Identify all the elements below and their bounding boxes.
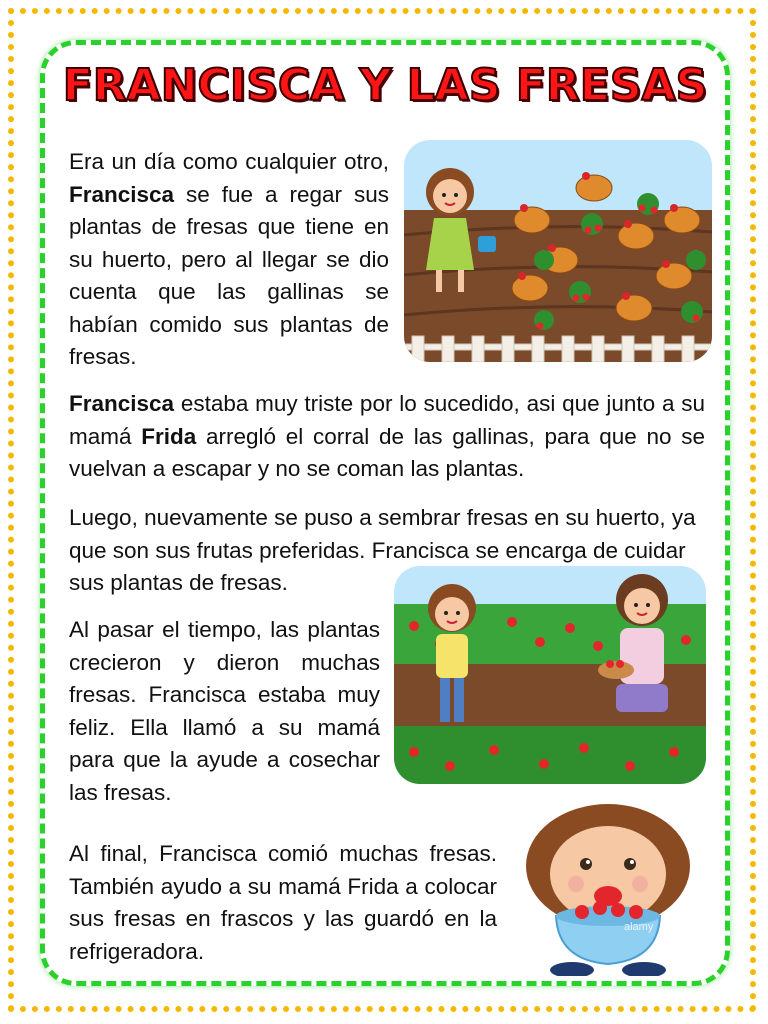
- harvest-svg: [394, 566, 706, 784]
- p1-text-1: Era un día como cualquier otro,: [69, 149, 389, 174]
- alamy-watermark: alamy: [624, 921, 654, 933]
- harvest-illustration: [394, 566, 706, 784]
- p4-text: Al pasar el tiempo, las plantas crecieron y dieron muchas fresas. Francisca estaba muy feliz. Ella llamó a su mamá para que la ayude a cosechar las fresas.: [69, 617, 380, 805]
- p2-bold-francisca: Francisca: [69, 391, 175, 416]
- story-title: FRANCISCA Y LAS FRESAS: [62, 60, 708, 111]
- paragraph-5: [69, 838, 497, 968]
- p1-bold-francisca: Francisca: [69, 181, 175, 207]
- p2-text-2: arregló el corral de las gallinas, para que no se vuelvan a escapar y no se coman las plantas.: [69, 423, 706, 481]
- paragraph-4: [69, 614, 380, 809]
- girl-eating-illustration: [512, 800, 702, 976]
- paragraph-2: [69, 388, 705, 486]
- girl-eating-svg: [512, 800, 702, 976]
- p3-text: Luego, nuevamente se puso a sembrar fresas en su huerto, ya que son sus frutas preferidas. Francisca se encarga de cuidar sus plantas de fresas.: [69, 505, 696, 595]
- chickens-garden-illustration: [404, 140, 712, 362]
- paragraph-1: [69, 146, 389, 374]
- chickens-garden-svg: [404, 140, 712, 362]
- p2-bold-frida: Frida: [141, 423, 197, 449]
- p2-text-1: estaba muy triste por lo sucedido, asi que junto a su mamá: [69, 391, 705, 449]
- p1-text-2: se fue a regar sus plantas de fresas que tiene en su huerto, pero al llegar se dio cuenta que las gallinas se habían comido sus plantas de fresas.: [69, 181, 389, 369]
- p5-text: Al final, Francisca comió muchas fresas. También ayudo a su mamá Frida a colocar sus fresas en frascos y las guardó en la refrigeradora.: [69, 841, 497, 964]
